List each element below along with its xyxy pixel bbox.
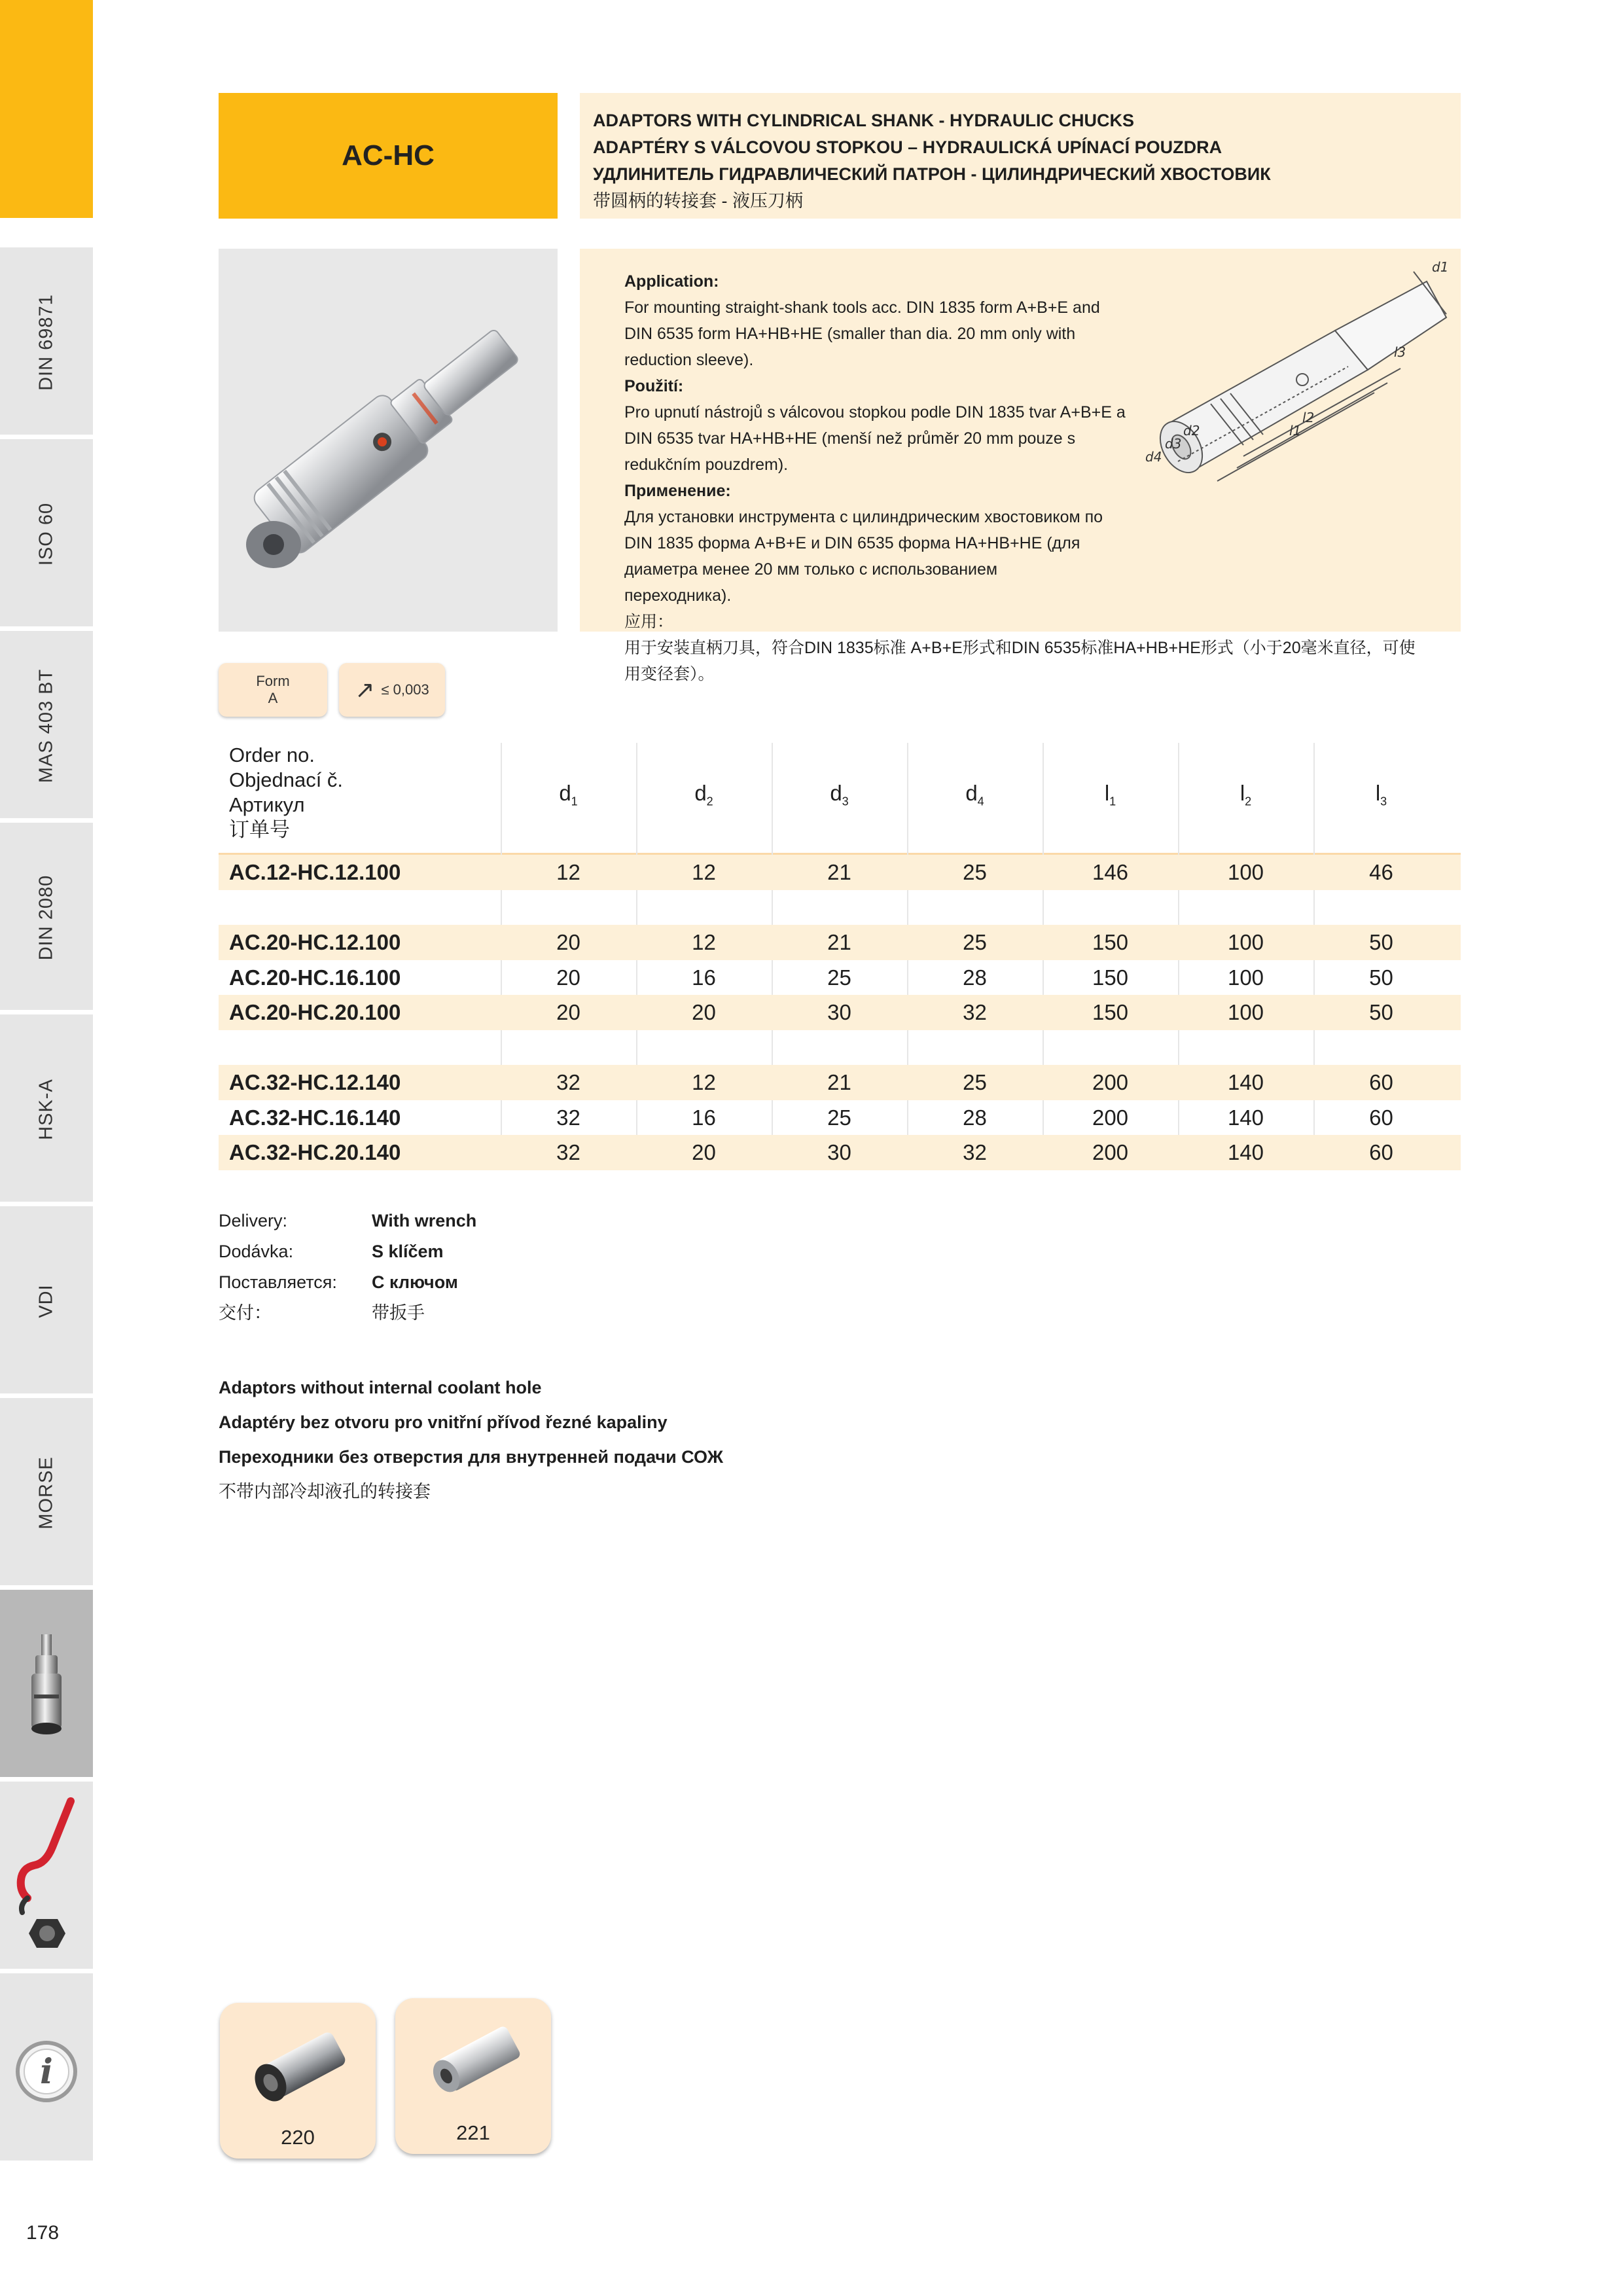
dimension-cell: 32: [963, 1000, 987, 1024]
delivery-value: S klíčem: [372, 1242, 444, 1261]
order-header-en: Order no.: [229, 744, 315, 766]
table-row: [219, 1065, 1461, 1100]
title-box: [580, 93, 1461, 219]
delivery-value: With wrench: [372, 1211, 477, 1230]
dimension-cell: 140: [1227, 1070, 1264, 1094]
collet-sleeve-icon: [220, 2003, 376, 2121]
dimension-cell: 150: [1092, 965, 1129, 990]
table-row: [219, 995, 1461, 1030]
table-row: [219, 1135, 1461, 1170]
application-heading-cn: 应用：: [624, 613, 674, 631]
table-body: [219, 855, 1461, 1170]
dimension-cell: 200: [1092, 1105, 1129, 1130]
runout-badge: [339, 663, 445, 717]
tab-adaptors[interactable]: [0, 1590, 93, 1780]
dimension-cell: 25: [963, 930, 987, 954]
delivery-label: Dodávka:: [219, 1242, 294, 1261]
dimension-cell: 30: [827, 1140, 851, 1164]
tab-iso-60[interactable]: [0, 439, 93, 629]
dimension-cell: 28: [963, 965, 987, 990]
dimension-cell: 12: [556, 860, 580, 884]
table-row: [219, 925, 1461, 960]
accessory-link-220[interactable]: [220, 2003, 376, 2159]
accessory-page-221: 221: [456, 2121, 490, 2144]
order-number: AC.20-HC.16.100: [229, 965, 401, 990]
dimension-cell: 100: [1227, 1000, 1264, 1024]
dimension-cell: 140: [1227, 1105, 1264, 1130]
column-header-d1: $d_1$: [559, 781, 578, 808]
dimension-cell: 100: [1227, 930, 1264, 954]
reduction-sleeve-icon: [395, 1998, 551, 2116]
form-badge-value: A: [268, 690, 278, 706]
tab-mas-403-bt[interactable]: [0, 631, 93, 821]
accessory-link-221[interactable]: [395, 1998, 551, 2154]
tab-label: VDI: [35, 1284, 57, 1318]
order-header-ru: Артикул: [229, 793, 305, 816]
dimension-cell: 150: [1092, 1000, 1129, 1024]
note-cn: 不带内部冷却液孔的转接套: [219, 1482, 431, 1501]
drawing-label-d1: d1: [1432, 259, 1449, 275]
runout-value: ≤ 0,003: [381, 681, 429, 698]
order-number: AC.32-HC.16.140: [229, 1105, 401, 1130]
order-number: AC.32-HC.20.140: [229, 1140, 401, 1164]
dimension-cell: 25: [963, 1070, 987, 1094]
order-number: AC.12-HC.12.100: [229, 860, 401, 884]
order-header: [229, 743, 343, 842]
dimension-cell: 30: [827, 1000, 851, 1024]
title-cn: 带圆柄的转接套 - 液压刀柄: [593, 191, 803, 211]
dimension-cell: 32: [556, 1070, 580, 1094]
hydraulic-chuck-image: [219, 249, 558, 632]
delivery-label: 交付：: [219, 1303, 272, 1323]
dimension-cell: 32: [556, 1105, 580, 1130]
order-number: AC.20-HC.20.100: [229, 1000, 401, 1024]
dimension-cell: 25: [827, 1105, 851, 1130]
drawing-label-l1: l1: [1289, 423, 1302, 439]
column-header-d3: $d_3$: [830, 781, 849, 808]
dimension-cell: 21: [827, 860, 851, 884]
table-spacer-row: [219, 890, 1461, 925]
dimension-cell: 140: [1227, 1140, 1264, 1164]
table-row: [219, 960, 1461, 996]
tab-vdi[interactable]: [0, 1206, 93, 1396]
dimension-cell: 60: [1369, 1105, 1393, 1130]
delivery-value: 带扳手: [372, 1303, 425, 1323]
side-tab-accent: [0, 0, 93, 218]
product-code: AC-HC: [219, 93, 558, 219]
form-badge: [219, 663, 327, 717]
dimension-cell: 32: [556, 1140, 580, 1164]
application-heading-cz: Použití:: [624, 377, 684, 395]
application-text-cz: Pro upnutí nástrojů s válcovou stopkou podle DIN 1835 tvar A+B+E a DIN 6535 tvar HA+HB+HE (menší než průměr 20 mm pouze s redukčním pouzdrem).: [624, 403, 1126, 474]
drawing-label-l2: l2: [1302, 410, 1315, 425]
title-ru: УДЛИНИТЕЛЬ ГИДРАВЛИЧЕСКИЙ ПАТРОН - ЦИЛИНДРИЧЕСКИЙ ХВОСТОВИК: [593, 164, 1271, 184]
dimension-cell: 100: [1227, 965, 1264, 990]
tab-label: DIN 69871: [35, 294, 57, 391]
page-number: 178: [26, 2222, 60, 2244]
order-header-cn: 订单号: [229, 818, 290, 841]
adaptor-icon: [0, 1590, 93, 1780]
tab-label: ISO 60: [35, 502, 57, 566]
column-header-l2: $l_2$: [1240, 781, 1252, 808]
dimension-cell: 32: [963, 1140, 987, 1164]
title-en: ADAPTORS WITH CYLINDRICAL SHANK - HYDRAULIC CHUCKS: [593, 111, 1134, 130]
application-text-cn: 用于安装直柄刀具，符合DIN 1835标准 A+B+E形式和DIN 6535标准HA+HB+HE形式（小于20毫米直径，可使用变径套）。: [624, 639, 1416, 683]
dimension-cell: 20: [556, 930, 580, 954]
title-cz: ADAPTÉRY S VÁLCOVOU STOPKOU – HYDRAULICKÁ UPÍNACÍ POUZDRA: [593, 137, 1222, 157]
dimension-cell: 200: [1092, 1140, 1129, 1164]
note-en: Adaptors without internal coolant hole: [219, 1378, 542, 1397]
side-tab-strip: [0, 0, 93, 2179]
dimension-cell: 25: [963, 860, 987, 884]
application-heading-en: Application:: [624, 272, 719, 291]
note-cz: Adaptéry bez otvoru pro vnitřní přívod řezné kapaliny: [219, 1412, 668, 1432]
tab-hsk-a[interactable]: [0, 1014, 93, 1204]
dimension-cell: 16: [692, 965, 716, 990]
dimension-cell: 60: [1369, 1070, 1393, 1094]
technical-drawing: [1139, 252, 1459, 520]
product-photo: [219, 249, 558, 632]
table-spacer-row: [219, 1030, 1461, 1066]
dimension-cell: 50: [1369, 965, 1393, 990]
table-row: [219, 855, 1461, 890]
application-text-ru: Для установки инструмента с цилиндрическим хвостовиком по DIN 1835 форма A+B+E и DIN 6535 форма HA+HB+HE (для диаметра менее 20 мм только с использованием переходника).: [624, 508, 1103, 605]
info-icon: [0, 1973, 93, 2163]
delivery-value: С ключом: [372, 1272, 458, 1292]
dimension-cell: 20: [692, 1000, 716, 1024]
dimension-cell: 50: [1369, 930, 1393, 954]
order-header-cz: Objednací č.: [229, 768, 344, 791]
tab-accessories[interactable]: [0, 1782, 93, 1971]
column-header-d4: $d_4$: [965, 781, 984, 808]
dimension-cell: 50: [1369, 1000, 1393, 1024]
note-ru: Переходники без отверстия для внутренней подачи СОЖ: [219, 1447, 724, 1467]
tab-din-69871[interactable]: [0, 247, 93, 437]
delivery-label: Поставляется:: [219, 1272, 337, 1292]
drawing-label-d2: d2: [1183, 423, 1200, 439]
table-row: [219, 1100, 1461, 1136]
dimension-cell: 20: [556, 965, 580, 990]
drawing-label-d3: d3: [1165, 436, 1182, 452]
coolant-notes: [219, 1371, 723, 1509]
dimension-cell: 12: [692, 930, 716, 954]
dimension-cell: 25: [827, 965, 851, 990]
dimension-cell: 46: [1369, 860, 1393, 884]
form-badge-label: Form: [256, 673, 290, 689]
tab-info[interactable]: [0, 1973, 93, 2163]
dimension-cell: 146: [1092, 860, 1129, 884]
application-text-en: For mounting straight-shank tools acc. DIN 1835 form A+B+E and DIN 6535 form HA+HB+HE (smaller than dia. 20 mm only with reduction sleeve).: [624, 298, 1100, 369]
delivery-label: Delivery:: [219, 1211, 288, 1230]
dimension-cell: 21: [827, 1070, 851, 1094]
tab-label: MAS 403 BT: [35, 668, 57, 783]
drawing-label-d4: d4: [1145, 449, 1162, 465]
order-number: AC.32-HC.12.140: [229, 1070, 401, 1094]
application-heading-ru: Применение:: [624, 482, 731, 500]
tab-label: DIN 2080: [35, 874, 57, 961]
dimensions-table: [219, 743, 1461, 1170]
wrench-icon: [0, 1782, 93, 1971]
accessory-page-220: 220: [281, 2126, 315, 2149]
dimension-cell: 28: [963, 1105, 987, 1130]
column-header-l1: $l_1$: [1104, 781, 1116, 808]
dimension-cell: 16: [692, 1105, 716, 1130]
tab-label: MORSE: [35, 1456, 57, 1530]
order-number: AC.20-HC.12.100: [229, 930, 401, 954]
dimension-cell: 20: [692, 1140, 716, 1164]
dimension-cell: 60: [1369, 1140, 1393, 1164]
runout-arrow-icon: ↗: [355, 676, 375, 703]
tab-din-2080[interactable]: [0, 823, 93, 1013]
dimension-cell: 12: [692, 860, 716, 884]
tab-label: HSK-A: [35, 1079, 57, 1140]
dimension-cell: 200: [1092, 1070, 1129, 1094]
drawing-label-l3: l3: [1394, 344, 1406, 360]
column-header-l3: $l_3$: [1375, 781, 1387, 808]
tab-morse[interactable]: [0, 1398, 93, 1588]
dimension-cell: 20: [556, 1000, 580, 1024]
table-header: [219, 743, 1461, 855]
dimension-cell: 150: [1092, 930, 1129, 954]
svg-text:i: i: [40, 2052, 53, 2092]
dimension-cell: 12: [692, 1070, 716, 1094]
column-header-d2: $d_2$: [694, 781, 713, 808]
dimension-cell: 21: [827, 930, 851, 954]
dimension-cell: 100: [1227, 860, 1264, 884]
